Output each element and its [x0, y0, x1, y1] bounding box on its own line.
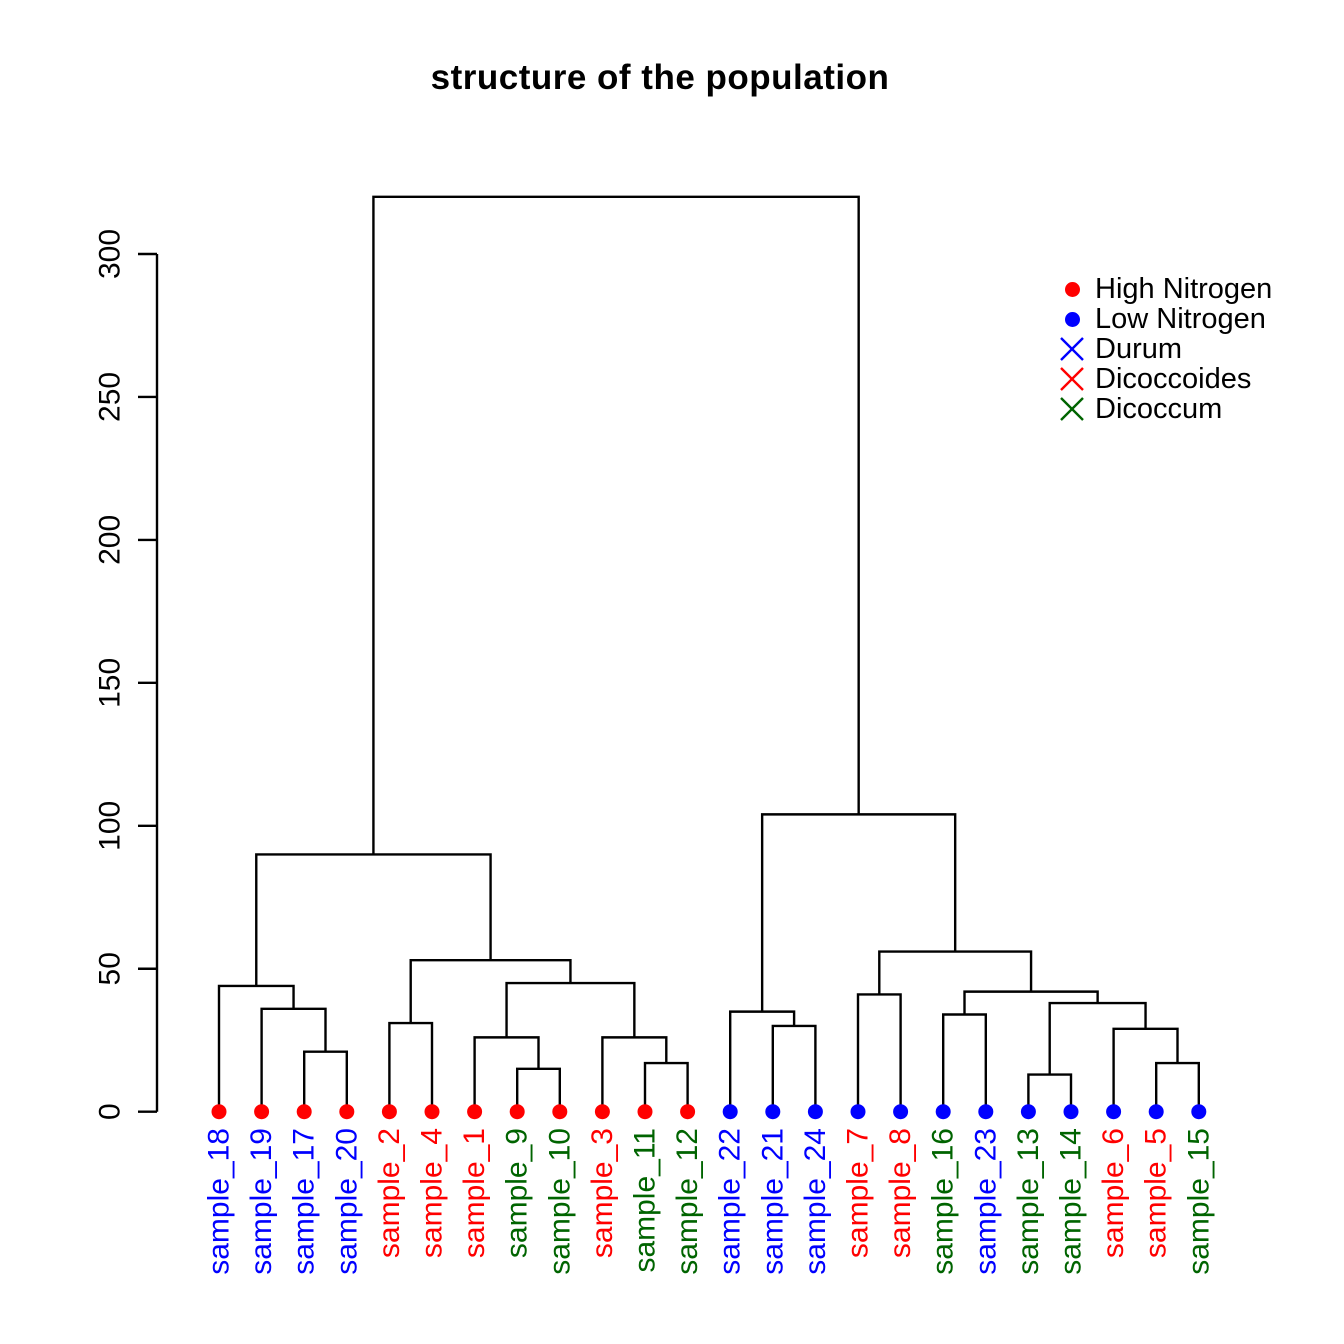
leaf-label: sample_2	[372, 1128, 406, 1259]
legend-symbol	[1058, 365, 1086, 393]
leaf-label: sample_14	[1054, 1128, 1088, 1275]
leaf-label: sample_10	[543, 1128, 577, 1275]
leaf-dot-low-nitrogen	[723, 1104, 738, 1119]
dendrogram-link	[411, 960, 571, 1023]
legend-dot-icon	[1065, 312, 1080, 327]
leaf-dot-low-nitrogen	[1064, 1104, 1079, 1119]
leaf-dot-low-nitrogen	[851, 1104, 866, 1119]
dendrogram-link	[1028, 1075, 1071, 1112]
leaf-label: sample_9	[500, 1128, 534, 1259]
dendrogram-link	[879, 952, 1031, 995]
dendrogram-link	[943, 1014, 986, 1111]
legend-symbol	[1058, 305, 1086, 333]
dendrogram-link	[858, 994, 901, 1111]
dendrogram-link	[389, 1023, 432, 1112]
leaf-label: sample_6	[1097, 1128, 1131, 1259]
leaf-dot-high-nitrogen	[382, 1104, 397, 1119]
dendrogram-link	[762, 814, 955, 1011]
leaf-dot-high-nitrogen	[510, 1104, 525, 1119]
leaf-label: sample_18	[202, 1128, 236, 1275]
leaf-dot-high-nitrogen	[297, 1104, 312, 1119]
leaf-label: sample_21	[756, 1128, 790, 1275]
dendrogram-link	[645, 1063, 688, 1112]
leaf-label: sample_1	[458, 1128, 492, 1259]
legend-x-icon	[1059, 366, 1085, 392]
y-axis-tick-label: 0	[93, 1103, 127, 1121]
y-axis-tick-label: 100	[93, 800, 127, 851]
leaf-dot-low-nitrogen	[893, 1104, 908, 1119]
legend-symbol	[1058, 275, 1086, 303]
leaf-label: sample_17	[287, 1128, 321, 1275]
dendrogram-link	[256, 854, 490, 986]
legend-item-dicoccoides	[1058, 364, 1272, 394]
leaf-label: sample_4	[415, 1128, 449, 1259]
leaf-dot-low-nitrogen	[936, 1104, 951, 1119]
dendrogram-link	[507, 983, 635, 1037]
leaf-label: sample_16	[926, 1128, 960, 1275]
legend-dot-icon	[1065, 282, 1080, 297]
leaf-dot-low-nitrogen	[1191, 1104, 1206, 1119]
chart-title: structure of the population	[430, 58, 890, 97]
dendrogram-link	[1156, 1063, 1199, 1112]
leaf-label: sample_12	[671, 1128, 705, 1275]
leaf-label: sample_5	[1139, 1128, 1173, 1259]
leaf-dot-low-nitrogen	[765, 1104, 780, 1119]
leaf-dot-high-nitrogen	[595, 1104, 610, 1119]
leaf-dot-high-nitrogen	[467, 1104, 482, 1119]
leaf-label: sample_23	[969, 1128, 1003, 1275]
leaf-dot-high-nitrogen	[425, 1104, 440, 1119]
leaf-dot-low-nitrogen	[1021, 1104, 1036, 1119]
dendrogram-link	[517, 1069, 560, 1112]
legend-x-icon	[1059, 396, 1085, 422]
dendrogram-link	[373, 197, 858, 855]
leaf-dot-low-nitrogen	[1149, 1104, 1164, 1119]
legend-item-high-nitrogen	[1058, 274, 1272, 304]
legend-symbol	[1058, 395, 1086, 423]
legend-label: High Nitrogen	[1095, 273, 1273, 305]
leaf-dot-high-nitrogen	[638, 1104, 653, 1119]
leaf-label: sample_15	[1182, 1128, 1216, 1275]
leaf-dot-low-nitrogen	[808, 1104, 823, 1119]
leaf-dot-high-nitrogen	[339, 1104, 354, 1119]
y-axis-tick-label: 50	[93, 952, 127, 986]
legend-item-low-nitrogen	[1058, 304, 1272, 334]
legend-label: Low Nitrogen	[1095, 303, 1266, 335]
legend-label: Durum	[1095, 333, 1183, 365]
leaf-dot-high-nitrogen	[254, 1104, 269, 1119]
dendrogram-link	[304, 1052, 347, 1112]
leaf-dot-low-nitrogen	[978, 1104, 993, 1119]
dendrogram-link	[773, 1026, 816, 1112]
legend-symbol	[1058, 335, 1086, 363]
leaf-label: sample_8	[884, 1128, 918, 1259]
leaf-dot-high-nitrogen	[680, 1104, 695, 1119]
legend-x-icon	[1059, 336, 1085, 362]
leaf-label: sample_22	[713, 1128, 747, 1275]
leaf-label: sample_13	[1011, 1128, 1045, 1275]
leaf-label: sample_11	[628, 1128, 662, 1273]
dendrogram-link	[1114, 1029, 1178, 1112]
legend	[1058, 274, 1272, 424]
leaf-dot-high-nitrogen	[212, 1104, 227, 1119]
leaf-label: sample_20	[330, 1128, 364, 1275]
dendrogram-link	[475, 1037, 539, 1111]
leaf-dot-low-nitrogen	[1106, 1104, 1121, 1119]
leaf-label: sample_24	[798, 1128, 832, 1275]
y-axis-tick-label: 200	[93, 514, 127, 565]
leaf-dot-high-nitrogen	[552, 1104, 567, 1119]
dendrogram-link	[1050, 1003, 1146, 1074]
leaf-label: sample_19	[245, 1128, 279, 1275]
dendrogram-link	[262, 1009, 326, 1112]
y-axis-tick-label: 150	[93, 657, 127, 708]
dendrogram-link	[602, 1037, 666, 1111]
dendrogram-link	[219, 986, 294, 1112]
legend-item-dicoccum	[1058, 394, 1272, 424]
leaf-label: sample_7	[841, 1128, 875, 1259]
legend-label: Dicoccum	[1095, 393, 1223, 425]
legend-item-durum	[1058, 334, 1272, 364]
leaf-label: sample_3	[585, 1128, 619, 1259]
legend-label: Dicoccoides	[1095, 363, 1252, 395]
y-axis-tick-label: 250	[93, 371, 127, 422]
y-axis-tick-label: 300	[93, 228, 127, 280]
